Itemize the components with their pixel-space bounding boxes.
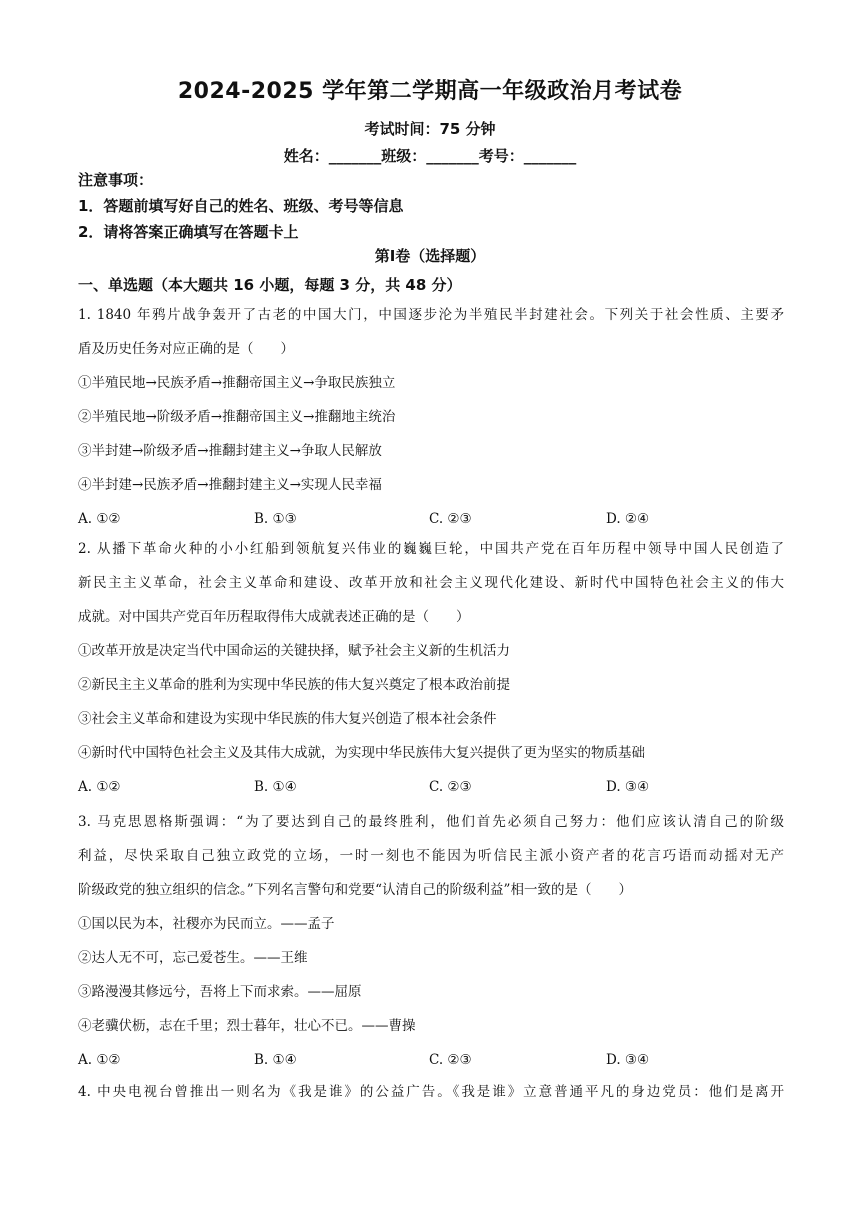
option-d[interactable]: D. ②④ [606, 511, 650, 527]
option-b[interactable]: B. ①④ [254, 1052, 297, 1068]
statement-item: ②半殖民地→阶级矛盾→推翻帝国主义→推翻地主统治 [78, 409, 396, 425]
option-b[interactable]: B. ①③ [254, 511, 297, 527]
answer-options [78, 770, 784, 804]
question-4 [78, 1075, 784, 1109]
notes-item: 1．答题前填写好自己的姓名、班级、考号等信息 [78, 197, 404, 215]
question-stem-line: 1. 1840 年鸦片战争轰开了古老的中国大门，中国逐步沦为半殖民半封建社会。下列关于社会性质、主要矛 [78, 307, 784, 323]
option-a[interactable]: A. ①② [78, 511, 121, 527]
question-1 [78, 298, 784, 536]
question-2 [78, 532, 784, 804]
question-stem-line: 阶级政党的独立组织的信念。”下列名言警句和党要“认清自己的阶级利益”相一致的是（ ） [78, 882, 632, 898]
statement-item: ①改革开放是决定当代中国命运的关键抉择，赋予社会主义新的生机活力 [78, 643, 510, 659]
option-c[interactable]: C. ②③ [429, 779, 472, 795]
option-c[interactable]: C. ②③ [429, 1052, 472, 1068]
question-stem-line: 利益，尽快采取自己独立政党的立场，一时一刻也不能因为听信民主派小资产者的花言巧语而动摇对无产 [78, 848, 784, 864]
exam-title: 2024-2025 学年第二学期高一年级政治月考试卷 [177, 79, 683, 104]
option-a[interactable]: A. ①② [78, 1052, 121, 1068]
statement-item: ③路漫漫其修远兮，吾将上下而求索。——屈原 [78, 984, 362, 1000]
statement-item: ④新时代中国特色社会主义及其伟大成就，为实现中华民族伟大复兴提供了更为坚实的物质基础 [78, 745, 645, 761]
statement-item: ①半殖民地→民族矛盾→推翻帝国主义→争取民族独立 [78, 375, 396, 391]
statement-item: ④老骥伏枥，志在千里；烈士暮年，壮心不已。——曹操 [78, 1018, 416, 1034]
answer-options [78, 502, 784, 536]
question-stem-line: 2. 从播下革命火种的小小红船到领航复兴伟业的巍巍巨轮，中国共产党在百年历程中领导中国人民创造了 [78, 541, 784, 557]
exam-time: 考试时间：75 分钟 [364, 120, 496, 138]
statement-item: ③半封建→阶级矛盾→推翻封建主义→争取人民解放 [78, 443, 382, 459]
part-title: 第Ⅰ卷（选择题） [374, 247, 486, 265]
student-info-line: 姓名：_______班级：_______考号：_______ [283, 147, 577, 165]
question-stem-line: 盾及历史任务对应正确的是（ ） [78, 341, 294, 357]
option-c[interactable]: C. ②③ [429, 511, 472, 527]
option-d[interactable]: D. ③④ [606, 1052, 650, 1068]
statement-item: ②达人无不可，忘己爱苍生。——王维 [78, 950, 308, 966]
statement-item: ④半封建→民族矛盾→推翻封建主义→实现人民幸福 [78, 477, 382, 493]
question-stem-line: 3. 马克思恩格斯强调：“为了要达到自己的最终胜利，他们首先必须自己努力：他们应该认清自己的阶级 [78, 814, 784, 830]
question-stem-line: 4. 中央电视台曾推出一则名为《我是谁》的公益广告。《我是谁》立意普通平凡的身边党员：他们是离开 [78, 1084, 784, 1100]
section-title: 一、单选题（本大题共 16 小题，每题 3 分，共 48 分） [78, 276, 462, 294]
option-a[interactable]: A. ①② [78, 779, 121, 795]
option-b[interactable]: B. ①④ [254, 779, 297, 795]
notes-heading: 注意事项： [78, 171, 154, 189]
notes-item: 2．请将答案正确填写在答题卡上 [78, 223, 299, 241]
option-d[interactable]: D. ③④ [606, 779, 650, 795]
question-stem-line: 新民主主义革命，社会主义革命和建设、改革开放和社会主义现代化建设、新时代中国特色社会主义的伟大 [78, 575, 784, 591]
question-3 [78, 805, 784, 1077]
statement-item: ③社会主义革命和建设为实现中华民族的伟大复兴创造了根本社会条件 [78, 711, 497, 727]
answer-options [78, 1043, 784, 1077]
statement-item: ②新民主主义革命的胜利为实现中华民族的伟大复兴奠定了根本政治前提 [78, 677, 510, 693]
question-stem-line: 成就。对中国共产党百年历程取得伟大成就表述正确的是（ ） [78, 609, 470, 625]
statement-item: ①国以民为本，社稷亦为民而立。——孟子 [78, 916, 335, 932]
